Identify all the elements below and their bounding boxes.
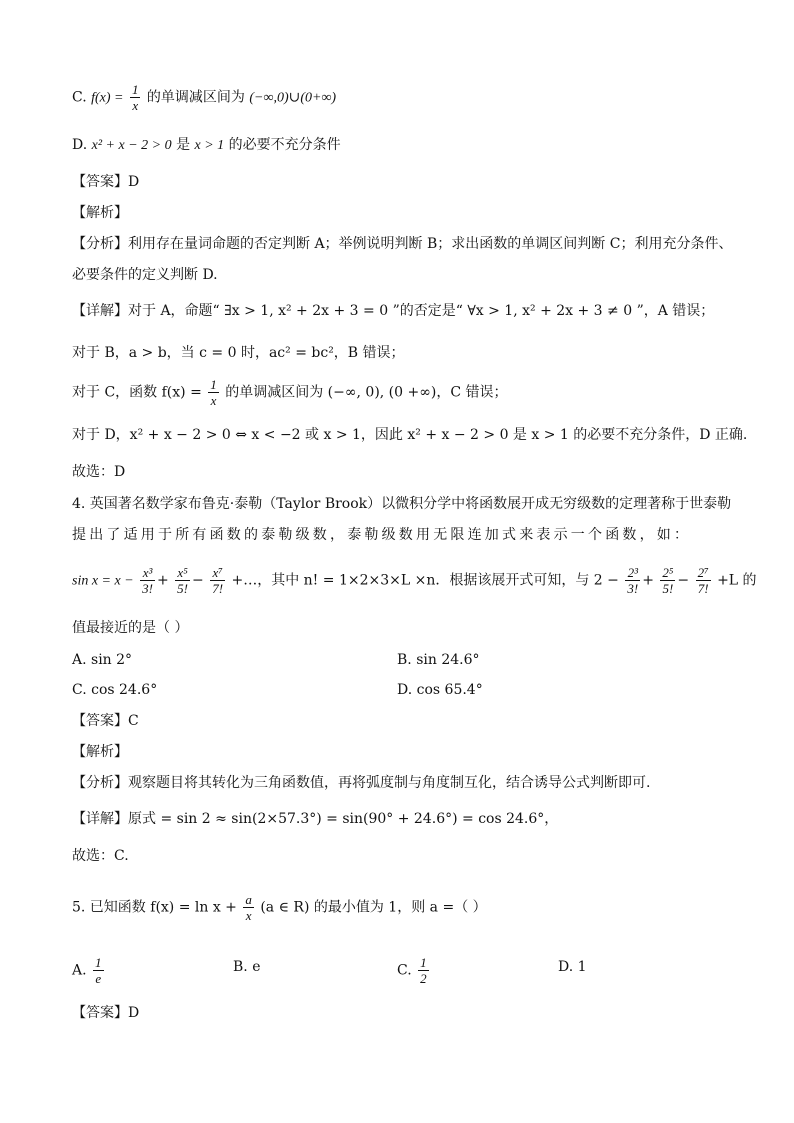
q4-stem-line1 <box>72 494 731 514</box>
fraction-denominator: x <box>245 908 252 923</box>
q3-detail-d <box>72 425 747 445</box>
fraction-numerator: 2⁵ <box>662 565 674 580</box>
fraction <box>130 82 141 113</box>
analysis-text: 利用存在量词命题的否定判断 A；举例说明判断 B；求出函数的单调区间判断 C；利用充分条件、 <box>128 236 733 252</box>
fraction <box>625 565 640 596</box>
q4-option-c: C. cos 24.6° <box>72 682 158 698</box>
answer-value: C <box>128 713 139 729</box>
analysis-text: 必要条件的定义判断 D. <box>72 267 218 283</box>
fraction-denominator: 3! <box>142 581 153 596</box>
math-expression: x² + x − 2 > 0 <box>91 138 172 153</box>
answer-value: D <box>128 1005 140 1021</box>
answer-tag: 【答案】 <box>72 174 128 190</box>
q3-jiexi <box>72 203 128 223</box>
fraction-denominator: 3! <box>627 581 639 596</box>
q3-analysis-line1 <box>72 234 732 254</box>
fraction-numerator: x³ <box>140 565 155 581</box>
fraction-numerator: 1 <box>95 955 102 970</box>
interval: (−∞,0)∪(0+∞) <box>249 90 337 106</box>
fraction <box>93 955 104 986</box>
q5-option-b: B. e <box>233 959 261 975</box>
q3-detail-b <box>72 343 405 363</box>
fraction <box>243 892 254 923</box>
math-expression: sin x = x − <box>72 573 134 589</box>
detail-text: 对于 C，函数 f(x) = <box>72 384 202 401</box>
option-label: A. <box>72 962 87 979</box>
answer-tag: 【答案】 <box>72 713 128 729</box>
q3-conclusion <box>72 462 125 482</box>
fraction-numerator: 1 <box>210 377 217 392</box>
q4-jiexi <box>72 742 128 762</box>
q4-series-line: sin x = x − $\frac{\text{x³}}{3!}$ + $\frac{\text{x⁵}}{5!}$ − $\frac{\text{x⁷}}{7!}$ +…，其中 n! = 1×2×3×L ×n．根据该展开式可知，与 2 − $\frac{\text{2³}}{3!}$ + $\frac{\text{2⁵}}{5!}$ − $\frac{\text{2⁷}}{7!}$ +L 的 <box>72 565 757 596</box>
fraction-denominator: x <box>132 98 139 113</box>
fraction-denominator: 7! <box>697 581 709 596</box>
q4-detail <box>72 809 558 829</box>
fraction-denominator: 7! <box>212 581 224 596</box>
answer-tag: 【答案】 <box>72 1005 128 1021</box>
detail-text: 对于 B，a > b，当 c = 0 时，ac² = bc²，B 错误； <box>72 345 405 361</box>
detail-text: 对于 A，命题“ ∃x > 1, x² + 2x + 3 = 0 ”的否定是“ ∀x > 1, x² + 2x + 3 ≠ 0 ”，A 错误； <box>128 303 715 319</box>
answer-value: D <box>128 174 140 190</box>
option-text: 是 <box>176 137 191 153</box>
option-label: C. <box>397 962 412 979</box>
q4-option-a: A. sin 2° <box>72 652 133 668</box>
q5-option-a <box>72 955 106 986</box>
q3-detail-a <box>72 301 714 321</box>
question-text: +…，其中 n! = 1×2×3×L ×n．根据该展开式可知，与 2 − <box>231 572 619 589</box>
analysis-tag: 【分析】 <box>72 775 128 791</box>
q3-option-c <box>72 82 336 113</box>
analysis-text: 观察题目将其转化为三角函数值，再将弧度制与角度制互化，结合诱导公式判断即可. <box>128 775 651 791</box>
question-text: 提出了适用于所有函数的泰勒级数，泰勒级数用无限连加式来表示一个函数，如： <box>72 527 692 543</box>
fraction <box>210 565 225 596</box>
fraction-denominator: 5! <box>177 581 188 596</box>
q4-stem-line2 <box>72 525 691 545</box>
question-text: 4. 英国著名数学家布鲁克·泰勒（Taylor Brook）以微积分学中将函数展开成无穷级数的定理著称于世泰勒 <box>72 496 732 512</box>
fraction-numerator: x⁵ <box>175 565 190 581</box>
fraction-numerator: 1 <box>131 82 139 97</box>
fraction <box>140 565 155 596</box>
jiexi-tag: 【解析】 <box>72 744 128 760</box>
fraction <box>175 565 190 596</box>
q3-option-d <box>72 135 341 156</box>
q4-answer <box>72 711 139 731</box>
fraction <box>418 955 429 986</box>
math-expression: f(x) = <box>91 90 124 106</box>
conclusion-text: 故选：D <box>72 464 126 480</box>
fraction-numerator: 2³ <box>625 565 640 581</box>
fraction-denominator: 2 <box>420 971 427 986</box>
option-text: 的单调减区间为 <box>146 89 245 106</box>
q4-option-b: B. sin 24.6° <box>397 652 480 668</box>
analysis-tag: 【分析】 <box>72 236 128 252</box>
q5-option-c <box>397 955 431 986</box>
fraction-denominator: 5! <box>662 581 674 596</box>
q4-conclusion <box>72 846 129 866</box>
question-text: +L 的 <box>717 572 757 589</box>
fraction-numerator: x⁷ <box>210 565 225 581</box>
fraction <box>208 377 219 408</box>
q5-option-d: D. 1 <box>558 959 587 975</box>
q4-analysis <box>72 773 650 793</box>
detail-text: 原式 = sin 2 ≈ sin(2×57.3°) = sin(90° + 24.6°) = cos 24.6°， <box>128 811 559 827</box>
detail-tag: 【详解】 <box>72 811 128 827</box>
q3-detail-c <box>72 377 508 408</box>
fraction <box>696 565 711 596</box>
fraction-numerator: 1 <box>420 955 427 970</box>
q3-analysis-line2 <box>72 265 218 285</box>
detail-tag: 【详解】 <box>72 303 128 319</box>
detail-text: 的单调减区间为 (−∞, 0), (0 +∞)，C 错误； <box>225 384 508 401</box>
question-text: 5. 已知函数 f(x) = ln x + <box>72 899 237 916</box>
option-text: 的必要不充分条件 <box>228 137 341 153</box>
math-expression: x > 1 <box>194 138 225 153</box>
conclusion-text: 故选：C. <box>72 848 129 864</box>
fraction <box>660 565 675 596</box>
fraction-denominator: x <box>210 393 217 408</box>
q3-answer <box>72 172 139 192</box>
q4-option-d: D. cos 65.4° <box>397 682 483 698</box>
q5-answer <box>72 1003 139 1023</box>
q4-stem-line4 <box>72 618 188 638</box>
question-text: (a ∈ R) 的最小值为 1，则 a =（ ） <box>260 899 487 916</box>
jiexi-tag: 【解析】 <box>72 205 128 221</box>
option-label: C. <box>72 89 87 106</box>
option-label: D. <box>72 137 88 153</box>
detail-text: 对于 D，x² + x − 2 > 0 ⇔ x < −2 或 x > 1，因此 x² + x − 2 > 0 是 x > 1 的必要不充分条件，D 正确. <box>72 427 748 443</box>
fraction-numerator: a <box>245 892 252 907</box>
question-text: 值最接近的是（ ） <box>72 620 189 636</box>
q5-stem <box>72 892 487 923</box>
fraction-numerator: 2⁷ <box>697 565 709 580</box>
fraction-denominator: e <box>95 971 102 986</box>
